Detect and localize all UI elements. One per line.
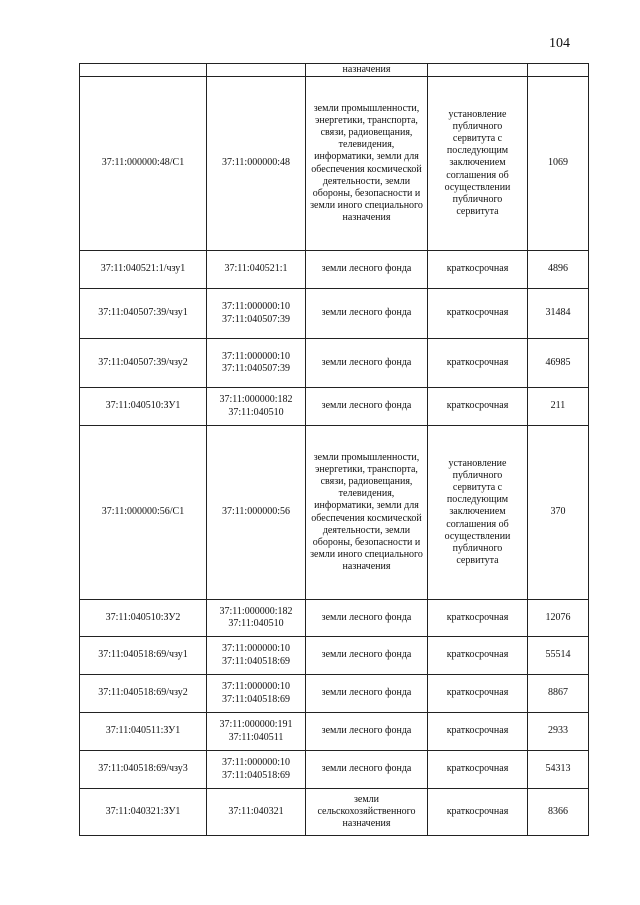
cell-cadastral [207, 251, 306, 289]
table-row [80, 388, 589, 426]
cell-type: краткосрочная [428, 713, 528, 751]
cell-land-category: земли лесного фонда [306, 637, 428, 675]
table-row [80, 251, 589, 289]
cell-number: 37:11:040507:39/чзу1 [80, 289, 207, 339]
cell-type: установление публичного сервитута с последующим заключением соглашения об осуществлении публичного сервитута [428, 77, 528, 251]
cell-cadastral [207, 426, 306, 600]
cadastral-number: 37:11:040510 [228, 406, 284, 418]
table-row [80, 789, 589, 836]
cell-area [528, 64, 589, 77]
table-row [80, 713, 589, 751]
table-row-continuation [80, 64, 589, 77]
cell-number: 37:11:040510:ЗУ1 [80, 388, 207, 426]
cell-cadastral [207, 713, 306, 751]
cadastral-number: 37:11:040518:69 [222, 693, 290, 705]
cell-number: 37:11:040511:ЗУ1 [80, 713, 207, 751]
cell-type: краткосрочная [428, 388, 528, 426]
cell-land-category: земли лесного фонда [306, 339, 428, 388]
cell-type [428, 64, 528, 77]
cell-area: 55514 [528, 637, 589, 675]
cell-area: 46985 [528, 339, 589, 388]
cell-area: 370 [528, 426, 589, 600]
cell-land-category: назначения [306, 64, 428, 77]
page-number: 104 [549, 36, 570, 51]
cell-cadastral [207, 339, 306, 388]
cell-number: 37:11:040507:39/чзу2 [80, 339, 207, 388]
cell-number: 37:11:040518:69/чзу3 [80, 751, 207, 789]
cadastral-number: 37:11:000000:10 [222, 301, 290, 313]
cell-cadastral [207, 637, 306, 675]
cell-number: 37:11:000000:56/С1 [80, 426, 207, 600]
cell-type: установление публичного сервитута с последующим заключением соглашения об осуществлении публичного сервитута [428, 426, 528, 600]
servitude-table [79, 63, 589, 836]
cell-cadastral [207, 388, 306, 426]
cell-land-category: земли лесного фонда [306, 713, 428, 751]
cell-land-category: земли сельскохозяйственного назначения [306, 789, 428, 836]
cadastral-number: 37:11:040507:39 [222, 313, 290, 325]
cell-area: 211 [528, 388, 589, 426]
cadastral-number: 37:11:000000:10 [222, 681, 290, 693]
cadastral-number: 37:11:000000:10 [222, 757, 290, 769]
cell-type: краткосрочная [428, 289, 528, 339]
cell-number: 37:11:040518:69/чзу1 [80, 637, 207, 675]
cadastral-number: 37:11:000000:10 [222, 350, 290, 362]
cell-type: краткосрочная [428, 251, 528, 289]
cell-land-category: земли лесного фонда [306, 751, 428, 789]
cadastral-number: 37:11:000000:182 [219, 605, 293, 617]
cell-area: 12076 [528, 600, 589, 637]
cadastral-number: 37:11:000000:10 [222, 643, 290, 655]
cell-type: краткосрочная [428, 339, 528, 388]
cell-number: 37:11:040518:69/чзу2 [80, 675, 207, 713]
table-row [80, 675, 589, 713]
table-row [80, 637, 589, 675]
cell-type: краткосрочная [428, 600, 528, 637]
cell-type: краткосрочная [428, 637, 528, 675]
cell-land-category: земли лесного фонда [306, 388, 428, 426]
table-row [80, 426, 589, 600]
cell-cadastral [207, 289, 306, 339]
cell-area: 54313 [528, 751, 589, 789]
cell-area: 8366 [528, 789, 589, 836]
cell-land-category: земли лесного фонда [306, 675, 428, 713]
cell-land-category: земли лесного фонда [306, 289, 428, 339]
cell-type: краткосрочная [428, 751, 528, 789]
cell-area: 31484 [528, 289, 589, 339]
cell-cadastral [207, 789, 306, 836]
cadastral-number: 37:11:040521:1 [224, 263, 288, 275]
cell-area: 2933 [528, 713, 589, 751]
cell-number: 37:11:040510:ЗУ2 [80, 600, 207, 637]
cell-land-category: земли промышленности, энергетики, транспорта, связи, радиовещания, телевидения, информатики, земли для обеспечения космической деятельности, земли обороны, безопасности и земли иного специального назначения [306, 77, 428, 251]
table-row [80, 77, 589, 251]
cadastral-number: 37:11:000000:191 [219, 719, 293, 731]
cell-area: 4896 [528, 251, 589, 289]
cell-number: 37:11:040521:1/чзу1 [80, 251, 207, 289]
cell-type: краткосрочная [428, 789, 528, 836]
cadastral-number: 37:11:040518:69 [222, 655, 290, 667]
cell-cadastral [207, 600, 306, 637]
cell-cadastral [207, 751, 306, 789]
cadastral-number: 37:11:000000:56 [222, 506, 290, 518]
cadastral-number: 37:11:040511 [228, 731, 284, 743]
cell-area: 8867 [528, 675, 589, 713]
cadastral-number: 37:11:000000:48 [222, 157, 290, 169]
cell-land-category: земли лесного фонда [306, 251, 428, 289]
table-row [80, 600, 589, 637]
cell-number [80, 64, 207, 77]
cell-cadastral [207, 64, 306, 77]
cell-number: 37:11:000000:48/С1 [80, 77, 207, 251]
cell-number: 37:11:040321:ЗУ1 [80, 789, 207, 836]
cadastral-number: 37:11:000000:182 [219, 394, 293, 406]
table-row [80, 339, 589, 388]
cell-land-category: земли промышленности, энергетики, транспорта, связи, радиовещания, телевидения, информатики, земли для обеспечения космической деятельности, земли обороны, безопасности и земли иного специального назначения [306, 426, 428, 600]
table-row [80, 751, 589, 789]
cadastral-number: 37:11:040510 [228, 618, 284, 629]
cadastral-number: 37:11:040507:39 [222, 363, 290, 374]
cell-cadastral [207, 77, 306, 251]
cadastral-number: 37:11:040321 [228, 805, 284, 817]
cadastral-number: 37:11:040518:69 [222, 769, 290, 781]
cell-type: краткосрочная [428, 675, 528, 713]
cell-area: 1069 [528, 77, 589, 251]
cell-cadastral [207, 675, 306, 713]
cell-land-category: земли лесного фонда [306, 600, 428, 637]
table-row [80, 289, 589, 339]
